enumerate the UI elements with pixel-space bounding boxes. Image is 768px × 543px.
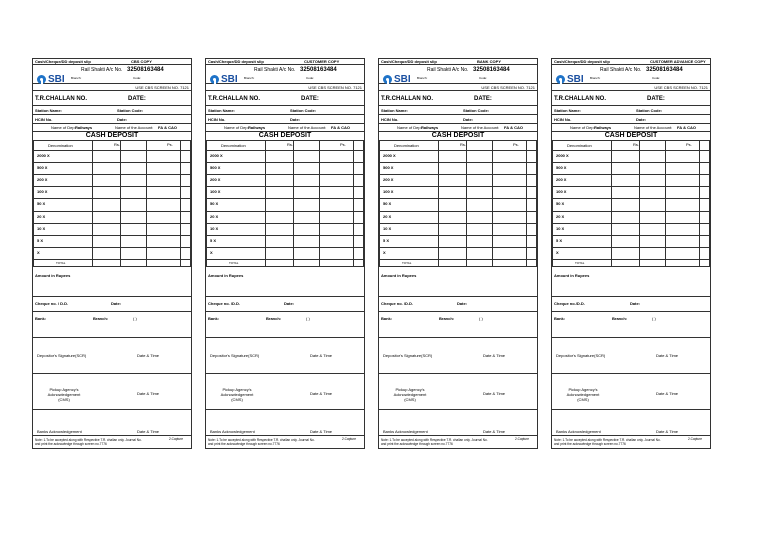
branch-label: Branch: <box>590 76 601 80</box>
pickup-ack-row[interactable] <box>379 374 537 410</box>
date-time-label: Date & Time <box>137 429 160 434</box>
challan-row <box>552 91 710 106</box>
bank-ack-row[interactable] <box>206 410 364 436</box>
denomination-label: 5 X <box>383 237 390 243</box>
cbs-screen-row <box>206 84 364 91</box>
date-label: DATE: <box>647 96 665 102</box>
slip-type-label: Cash/Cheque/DD deposit slip <box>208 59 264 64</box>
note-text: Note: 1.To be accepted along with Respective T.R. challan only. Journal No. and print the acknowledge through screen no.7776 <box>554 438 661 446</box>
bank-row[interactable] <box>206 312 364 338</box>
cheque-row[interactable] <box>552 297 710 312</box>
denomination-row[interactable] <box>34 174 190 187</box>
cbs-screen-row <box>33 84 191 91</box>
denomination-label: 500 X <box>556 165 567 171</box>
denomination-label: X <box>383 249 386 255</box>
amount-words-row[interactable] <box>33 267 191 297</box>
denomination-row[interactable] <box>380 198 536 211</box>
denomination-label: 5 X <box>37 237 44 243</box>
account-label: Rail Shakti A/c No. <box>600 67 642 73</box>
denomination-row[interactable] <box>553 235 709 248</box>
station-name-label: Station Name: <box>381 108 408 113</box>
station-name-label: Station Name: <box>35 108 62 113</box>
denomination-row[interactable] <box>553 247 709 260</box>
denomination-row[interactable] <box>380 247 536 260</box>
denomination-row[interactable] <box>207 174 363 187</box>
date-label: DATE: <box>301 96 319 102</box>
bank-label: Bank: <box>554 316 566 321</box>
pickup-ack-row[interactable] <box>206 374 364 410</box>
hcin-row <box>379 115 537 124</box>
denomination-label: 10 X <box>556 225 565 231</box>
pickup-ack-label: Pickup Agency's Acknowledgement (CMS) <box>47 387 81 402</box>
code-label: Code: <box>133 76 142 80</box>
cheque-row[interactable] <box>206 297 364 312</box>
account-block <box>33 65 191 84</box>
denomination-row[interactable] <box>553 198 709 211</box>
name-account-label: Name of the Account: <box>634 125 673 130</box>
sbi-logo: SBI <box>556 74 582 86</box>
denomination-label: 10 X <box>210 225 219 231</box>
amount-words-label: Amount in Rupees <box>35 273 71 278</box>
challan-label: T.R.CHALLAN NO. <box>381 96 433 102</box>
denomination-row[interactable] <box>553 174 709 187</box>
name-account-label: Name of the Account: <box>115 125 154 130</box>
date-time-label: Date & Time <box>656 429 679 434</box>
cheque-label: Cheque no./D.D. <box>554 301 585 306</box>
denomination-row[interactable] <box>207 223 363 236</box>
account-number: 32508163484 <box>473 67 510 73</box>
cbs-screen-label: USE CBS SCREEN NO. 7121 <box>481 85 535 90</box>
copy-label: BANK COPY <box>477 59 502 64</box>
date-time-label: Date & Time <box>137 353 160 358</box>
slip-type-label: Cash/Cheque/DD deposit slip <box>35 59 91 64</box>
bank-row[interactable] <box>33 312 191 338</box>
hcin-label: HCIN No. <box>381 117 399 122</box>
denomination-label: 100 X <box>210 189 221 195</box>
name-account-value: FA & CAO <box>158 125 177 130</box>
copy-label: CUSTOMER COPY <box>304 59 340 64</box>
denomination-label: X <box>556 249 559 255</box>
challan-label: T.R.CHALLAN NO. <box>35 96 87 102</box>
capture-label: 2.Capture <box>515 437 529 441</box>
denomination-label: 2000 X <box>210 153 223 158</box>
sbi-logo: SBI <box>210 74 236 86</box>
denomination-row[interactable] <box>380 150 536 163</box>
denomination-row[interactable] <box>553 223 709 236</box>
account-label: Rail Shakti A/c No. <box>254 67 296 73</box>
hcin-row <box>206 115 364 124</box>
sbi-logo: SBI <box>37 74 63 86</box>
denomination-row[interactable] <box>380 211 536 224</box>
total-label: TOTAL <box>229 261 239 265</box>
depositor-sign-label: Depositor's Signature(SCR) <box>210 353 260 358</box>
bank-ack-label: Banks Acknowledgement <box>556 429 601 434</box>
name-dep-label: Name of Dep. <box>397 125 422 130</box>
cash-deposit-title: CASH DEPOSIT <box>431 132 485 139</box>
denomination-row[interactable] <box>34 223 190 236</box>
cash-deposit-title: CASH DEPOSIT <box>258 132 312 139</box>
denomination-label: 500 X <box>383 165 394 171</box>
date-time-label: Date & Time <box>483 391 506 396</box>
slip-type-label: Cash/Cheque/DD deposit slip <box>554 59 610 64</box>
account-label: Rail Shakti A/c No. <box>427 67 469 73</box>
branch-label: Branch: <box>244 76 255 80</box>
denomination-label: 500 X <box>37 165 48 171</box>
cheque-label: Cheque no. /D.D. <box>208 301 240 306</box>
account-label: Rail Shakti A/c No. <box>81 67 123 73</box>
deposit-slip-1 <box>32 58 192 449</box>
cheque-label: Cheque no. / D.D. <box>35 301 69 306</box>
name-dep-label: Name of Dep. <box>224 125 249 130</box>
denomination-label: 20 X <box>210 213 219 219</box>
date-label: DATE: <box>474 96 492 102</box>
cbs-screen-row <box>552 84 710 91</box>
denomination-table <box>552 140 710 267</box>
name-row <box>33 124 191 132</box>
denomination-label: 2000 X <box>37 153 50 158</box>
amount-words-row[interactable] <box>552 267 710 297</box>
depositor-sign-label: Depositor's Signature(SCR) <box>556 353 606 358</box>
sbi-keyhole-icon <box>37 75 46 84</box>
copy-label: CBS COPY <box>131 59 152 64</box>
branch-code-paren: ( ) <box>133 316 137 321</box>
col-ps: Ps. <box>340 142 346 147</box>
denomination-label: 200 X <box>383 177 394 183</box>
branch-label: Branch: <box>417 76 428 80</box>
col-denomination: Denomination <box>567 143 592 148</box>
section-title-row <box>379 132 537 140</box>
bank-ack-label: Banks Acknowledgement <box>210 429 255 434</box>
section-title-row <box>206 132 364 140</box>
name-row <box>379 124 537 132</box>
denomination-row[interactable] <box>380 235 536 248</box>
cbs-screen-label: USE CBS SCREEN NO. 7121 <box>135 85 189 90</box>
col-ps: Ps. <box>686 142 692 147</box>
denomination-table <box>206 140 364 267</box>
denomination-label: 50 X <box>37 201 46 207</box>
note-row <box>33 436 191 450</box>
date-time-label: Date & Time <box>310 391 333 396</box>
deposit-slip-3 <box>378 58 538 449</box>
denomination-label: 20 X <box>556 213 565 219</box>
branch-code-paren: ( ) <box>652 316 656 321</box>
station-row <box>206 106 364 115</box>
depositor-sign-row[interactable] <box>552 338 710 374</box>
branch2-label: Branch: <box>612 316 628 321</box>
denomination-row[interactable] <box>380 223 536 236</box>
note-text: Note: 1.To be accepted along with Respective T.R. challan only. Journal No. and print the acknowledge through screen no.7776 <box>381 438 488 446</box>
code-label: Code: <box>652 76 661 80</box>
branch2-label: Branch: <box>439 316 455 321</box>
bank-label: Bank: <box>381 316 393 321</box>
bank-label: Bank: <box>208 316 220 321</box>
table-header <box>553 141 709 150</box>
col-denomination: Denomination <box>394 143 419 148</box>
hcin-row <box>33 115 191 124</box>
denomination-label: X <box>210 249 213 255</box>
denomination-label: 5 X <box>210 237 217 243</box>
account-block <box>379 65 537 84</box>
name-account-label: Name of the Account: <box>288 125 327 130</box>
denomination-label: 100 X <box>383 189 394 195</box>
cash-deposit-title: CASH DEPOSIT <box>604 132 658 139</box>
denomination-table <box>379 140 537 267</box>
copy-label: CUSTOMER ADVANCE COPY <box>650 59 706 64</box>
account-number: 32508163484 <box>300 67 337 73</box>
account-block <box>206 65 364 84</box>
name-dep-value: Railways <box>248 125 266 130</box>
bank-row[interactable] <box>379 312 537 338</box>
date-time-label: Date & Time <box>310 429 333 434</box>
denomination-label: 5 X <box>556 237 563 243</box>
denomination-row[interactable] <box>380 174 536 187</box>
denomination-row[interactable] <box>553 162 709 175</box>
name-account-label: Name of the Account: <box>461 125 500 130</box>
cash-deposit-title: CASH DEPOSIT <box>85 132 139 139</box>
pickup-ack-label: Pickup Agency's Acknowledgement (CMS) <box>220 387 254 402</box>
name-dep-value: Railways <box>75 125 93 130</box>
sbi-keyhole-icon <box>383 75 392 84</box>
col-ps: Ps. <box>513 142 519 147</box>
denomination-row[interactable] <box>34 186 190 199</box>
depositor-sign-label: Depositor's Signature(SCR) <box>37 353 87 358</box>
denomination-row[interactable] <box>207 247 363 260</box>
station-row <box>552 106 710 115</box>
denomination-label: 50 X <box>210 201 219 207</box>
capture-label: 2.Capture <box>342 437 356 441</box>
table-header <box>34 141 190 150</box>
col-rs: Rs. <box>460 142 466 147</box>
denomination-label: 100 X <box>556 189 567 195</box>
branch-code-paren: ( ) <box>306 316 310 321</box>
table-header <box>207 141 363 150</box>
date-time-label: Date & Time <box>310 353 333 358</box>
pickup-ack-row[interactable] <box>33 374 191 410</box>
name-account-value: FA & CAO <box>504 125 523 130</box>
hcin-date-label: Date: <box>463 117 474 122</box>
deposit-slip-4 <box>551 58 711 449</box>
pickup-ack-label: Pickup Agency's Acknowledgement (CMS) <box>566 387 600 402</box>
denomination-row[interactable] <box>380 186 536 199</box>
denomination-label: 50 X <box>556 201 565 207</box>
branch2-label: Branch: <box>93 316 109 321</box>
date-time-label: Date & Time <box>137 391 160 396</box>
code-label: Code: <box>479 76 488 80</box>
hcin-date-label: Date: <box>636 117 647 122</box>
bank-ack-row[interactable] <box>33 410 191 436</box>
name-account-value: FA & CAO <box>677 125 696 130</box>
capture-label: 2.Capture <box>169 437 183 441</box>
depositor-sign-row[interactable] <box>206 338 364 374</box>
hcin-label: HCIN No. <box>208 117 226 122</box>
bank-ack-row[interactable] <box>552 410 710 436</box>
account-number: 32508163484 <box>127 67 164 73</box>
denomination-label: 100 X <box>37 189 48 195</box>
hcin-row <box>552 115 710 124</box>
amount-words-label: Amount in Rupees <box>381 273 417 278</box>
denomination-row[interactable] <box>34 162 190 175</box>
denomination-row[interactable] <box>34 235 190 248</box>
cheque-date-label: Date: <box>457 301 468 306</box>
col-rs: Rs. <box>114 142 120 147</box>
pickup-ack-label: Pickup Agency's Acknowledgement (CMS) <box>393 387 427 402</box>
sbi-keyhole-icon <box>556 75 565 84</box>
station-row <box>379 106 537 115</box>
deposit-slip-2 <box>205 58 365 449</box>
branch-code-paren: ( ) <box>479 316 483 321</box>
station-name-label: Station Name: <box>554 108 581 113</box>
col-rs: Rs. <box>633 142 639 147</box>
denomination-label: 20 X <box>37 213 46 219</box>
denomination-row[interactable] <box>207 235 363 248</box>
date-time-label: Date & Time <box>656 353 679 358</box>
depositor-sign-row[interactable] <box>379 338 537 374</box>
denomination-label: 10 X <box>383 225 392 231</box>
note-row <box>206 436 364 450</box>
section-title-row <box>552 132 710 140</box>
note-text: Note: 1.To be accepted along with Respective T.R. challan only. Journal No. and print the acknowledge through screen no.7776 <box>208 438 315 446</box>
date-label: DATE: <box>128 96 146 102</box>
col-denomination: Denomination <box>221 143 246 148</box>
denomination-label: 200 X <box>556 177 567 183</box>
section-title-row <box>33 132 191 140</box>
denomination-row[interactable] <box>34 150 190 163</box>
denomination-row[interactable] <box>553 150 709 163</box>
depositor-sign-label: Depositor's Signature(SCR) <box>383 353 433 358</box>
denomination-row[interactable] <box>553 211 709 224</box>
slip-type-label: Cash/Cheque/DD deposit slip <box>381 59 437 64</box>
station-name-label: Station Name: <box>208 108 235 113</box>
station-code-label: Station Code: <box>463 108 489 113</box>
note-row <box>552 436 710 450</box>
denomination-row[interactable] <box>207 186 363 199</box>
station-code-label: Station Code: <box>290 108 316 113</box>
amount-words-row[interactable] <box>206 267 364 297</box>
denomination-label: 20 X <box>383 213 392 219</box>
cheque-date-label: Date: <box>111 301 122 306</box>
denomination-row[interactable] <box>34 211 190 224</box>
cbs-screen-label: USE CBS SCREEN NO. 7121 <box>308 85 362 90</box>
denomination-label: 500 X <box>210 165 221 171</box>
name-row <box>552 124 710 132</box>
cbs-screen-row <box>379 84 537 91</box>
pickup-ack-row[interactable] <box>552 374 710 410</box>
code-label: Code: <box>306 76 315 80</box>
hcin-label: HCIN No. <box>554 117 572 122</box>
denomination-row[interactable] <box>207 211 363 224</box>
name-dep-value: Railways <box>594 125 612 130</box>
total-label: TOTAL <box>575 261 585 265</box>
account-block <box>552 65 710 84</box>
denomination-label: 50 X <box>383 201 392 207</box>
date-time-label: Date & Time <box>483 353 506 358</box>
denomination-row[interactable] <box>380 162 536 175</box>
depositor-sign-row[interactable] <box>33 338 191 374</box>
sbi-logo: SBI <box>383 74 409 86</box>
denomination-row[interactable] <box>207 162 363 175</box>
bank-ack-label: Banks Acknowledgement <box>383 429 428 434</box>
date-time-label: Date & Time <box>656 391 679 396</box>
hcin-date-label: Date: <box>290 117 301 122</box>
bank-row[interactable] <box>552 312 710 338</box>
denomination-label: 200 X <box>210 177 221 183</box>
date-time-label: Date & Time <box>483 429 506 434</box>
col-ps: Ps. <box>167 142 173 147</box>
name-dep-label: Name of Dep. <box>51 125 76 130</box>
denomination-row[interactable] <box>34 198 190 211</box>
denomination-row[interactable] <box>207 150 363 163</box>
note-row <box>379 436 537 450</box>
denomination-row[interactable] <box>34 247 190 260</box>
denomination-label: 10 X <box>37 225 46 231</box>
denomination-label: 2000 X <box>383 153 396 158</box>
cheque-date-label: Date: <box>630 301 641 306</box>
name-dep-value: Railways <box>421 125 439 130</box>
amount-words-row[interactable] <box>379 267 537 297</box>
amount-words-label: Amount in Rupees <box>554 273 590 278</box>
cbs-screen-label: USE CBS SCREEN NO. 7121 <box>654 85 708 90</box>
name-dep-label: Name of Dep. <box>570 125 595 130</box>
station-code-label: Station Code: <box>117 108 143 113</box>
total-label: TOTAL <box>56 261 66 265</box>
bank-label: Bank: <box>35 316 47 321</box>
denomination-row[interactable] <box>553 186 709 199</box>
station-row <box>33 106 191 115</box>
hcin-label: HCIN No. <box>35 117 53 122</box>
name-account-value: FA & CAO <box>331 125 350 130</box>
bank-ack-row[interactable] <box>379 410 537 436</box>
denomination-table <box>33 140 191 267</box>
station-code-label: Station Code: <box>636 108 662 113</box>
col-rs: Rs. <box>287 142 293 147</box>
branch2-label: Branch: <box>266 316 282 321</box>
name-row <box>206 124 364 132</box>
capture-label: 2.Capture <box>688 437 702 441</box>
hcin-date-label: Date: <box>117 117 128 122</box>
cheque-label: Cheque no. /D.D. <box>381 301 413 306</box>
challan-row <box>33 91 191 106</box>
cheque-date-label: Date: <box>284 301 295 306</box>
account-number: 32508163484 <box>646 67 683 73</box>
cheque-row[interactable] <box>33 297 191 312</box>
total-label: TOTAL <box>402 261 412 265</box>
challan-label: T.R.CHALLAN NO. <box>208 96 260 102</box>
denomination-row[interactable] <box>207 198 363 211</box>
note-text: Note: 1.To be accepted along with Respective T.R. challan only. Journal No. and print the acknowledge through screen no.7776 <box>35 438 142 446</box>
amount-words-label: Amount in Rupees <box>208 273 244 278</box>
cheque-row[interactable] <box>379 297 537 312</box>
challan-label: T.R.CHALLAN NO. <box>554 96 606 102</box>
denomination-label: 2000 X <box>556 153 569 158</box>
table-header <box>380 141 536 150</box>
sbi-keyhole-icon <box>210 75 219 84</box>
denomination-label: 200 X <box>37 177 48 183</box>
col-denomination: Denomination <box>48 143 73 148</box>
denomination-label: X <box>37 249 40 255</box>
challan-row <box>206 91 364 106</box>
challan-row <box>379 91 537 106</box>
bank-ack-label: Banks Acknowledgement <box>37 429 82 434</box>
branch-label: Branch: <box>71 76 82 80</box>
